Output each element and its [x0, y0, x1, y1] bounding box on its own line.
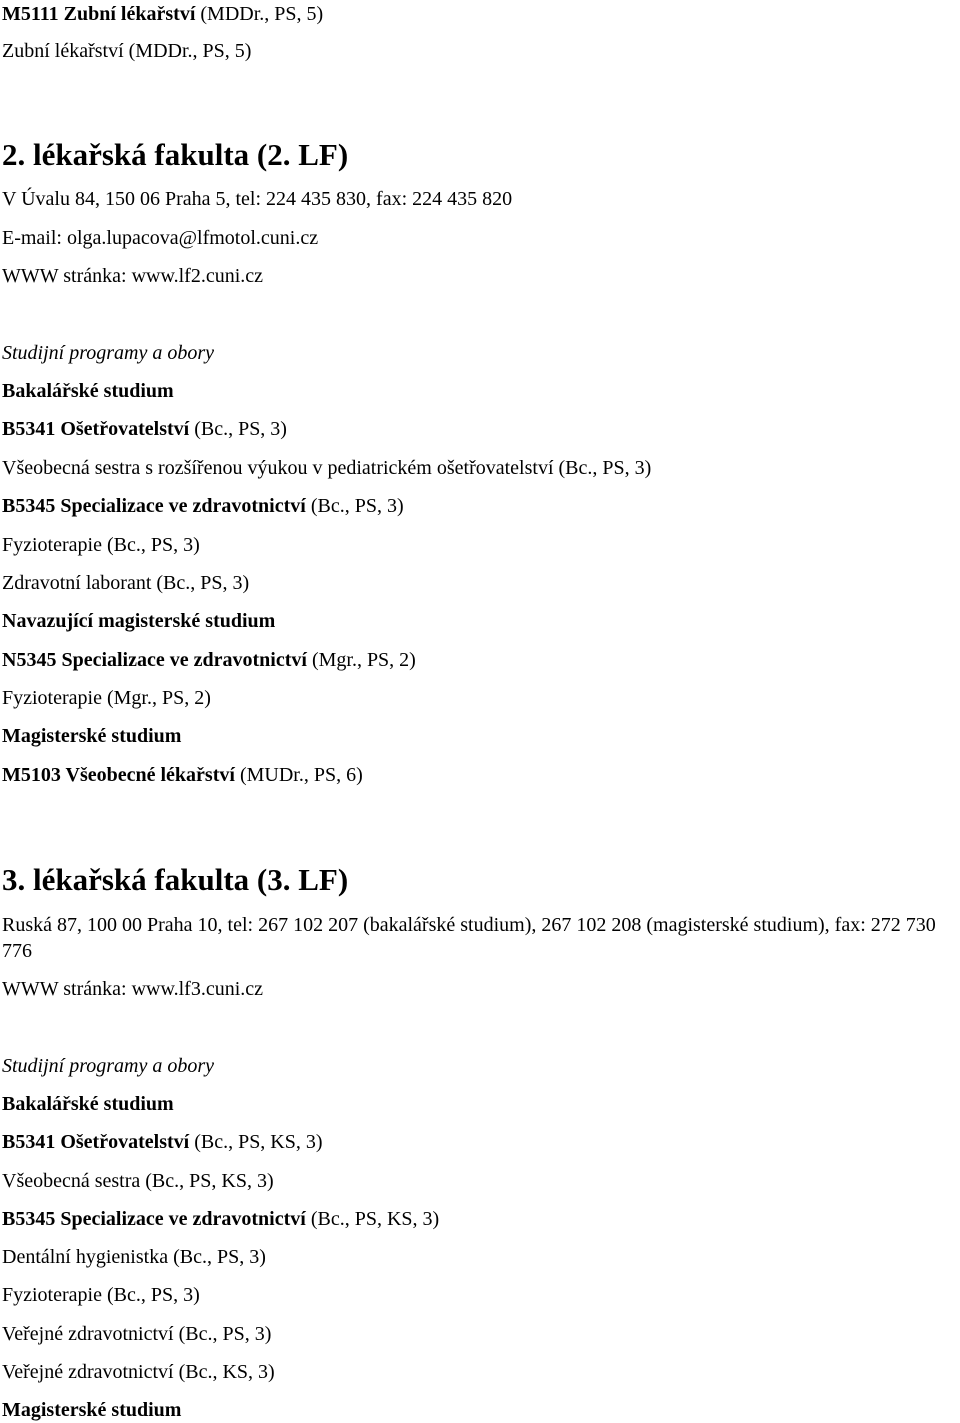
field-item: Veřejné zdravotnictví (Bc., KS, 3)	[2, 1361, 275, 1383]
followup-master-heading: Navazující magisterské studium	[2, 610, 276, 632]
program-details: (Bc., PS, 3)	[189, 418, 287, 440]
field-item: Fyzioterapie (Mgr., PS, 2)	[2, 687, 211, 709]
field-item: Dentální hygienistka (Bc., PS, 3)	[2, 1246, 266, 1268]
faculty-email: E-mail: olga.lupacova@lfmotol.cuni.cz	[2, 227, 319, 249]
field-item: Fyzioterapie (Bc., PS, 3)	[2, 1284, 200, 1306]
programs-heading: Studijní programy a obory	[2, 342, 215, 364]
program-details: (Bc., PS, KS, 3)	[305, 1208, 440, 1230]
program-b5345	[2, 1207, 439, 1231]
faculty-address: Ruská 87, 100 00 Praha 10, tel: 267 102 207 (bakalářské studium), 267 102 208 (magisterské studium), fax: 272 730 776	[2, 914, 936, 962]
faculty-address: V Úvalu 84, 150 06 Praha 5, tel: 224 435 830, fax: 224 435 820	[2, 188, 513, 210]
program-code: B5341 Ošetřovatelství	[2, 418, 190, 440]
program-details: (Bc., PS, KS, 3)	[189, 1131, 323, 1153]
program-code: M5111 Zubní lékařství	[2, 3, 196, 25]
program-code: B5345 Specializace ve zdravotnictví	[2, 495, 306, 517]
program-details: (Bc., PS, 3)	[305, 495, 404, 517]
field-item: Veřejné zdravotnictví (Bc., PS, 3)	[2, 1323, 272, 1345]
field-item: Zubní lékařství (MDDr., PS, 5)	[2, 40, 252, 62]
program-n5345	[2, 648, 416, 672]
master-heading: Magisterské studium	[2, 725, 182, 747]
program-m5111	[2, 2, 323, 26]
program-details: (Mgr., PS, 2)	[306, 649, 416, 671]
faculty-heading-lf2: 2. lékařská fakulta (2. LF)	[2, 137, 349, 172]
program-m5103	[2, 763, 363, 787]
program-code: B5345 Specializace ve zdravotnictví	[2, 1208, 306, 1230]
programs-heading: Studijní programy a obory	[2, 1055, 215, 1077]
faculty-heading-lf3: 3. lékařská fakulta (3. LF)	[2, 862, 349, 897]
program-b5341	[2, 417, 287, 441]
bachelor-heading: Bakalářské studium	[2, 380, 174, 402]
program-code: N5345 Specializace ve zdravotnictví	[2, 649, 307, 671]
field-item: Fyzioterapie (Bc., PS, 3)	[2, 534, 200, 556]
program-code: B5341 Ošetřovatelství	[2, 1131, 190, 1153]
program-code: M5103 Všeobecné lékařství	[2, 764, 235, 786]
faculty-web: WWW stránka: www.lf2.cuni.cz	[2, 265, 264, 287]
program-b5345	[2, 494, 404, 518]
field-item: Všeobecná sestra (Bc., PS, KS, 3)	[2, 1170, 274, 1192]
master-heading: Magisterské studium	[2, 1399, 182, 1421]
bachelor-heading: Bakalářské studium	[2, 1093, 174, 1115]
field-item: Zdravotní laborant (Bc., PS, 3)	[2, 572, 250, 594]
program-b5341	[2, 1130, 323, 1154]
program-details: (MDDr., PS, 5)	[195, 3, 324, 25]
faculty-web: WWW stránka: www.lf3.cuni.cz	[2, 978, 264, 1000]
field-item: Všeobecná sestra s rozšířenou výukou v pediatrickém ošetřovatelství (Bc., PS, 3)	[2, 457, 652, 479]
program-details: (MUDr., PS, 6)	[234, 764, 363, 786]
